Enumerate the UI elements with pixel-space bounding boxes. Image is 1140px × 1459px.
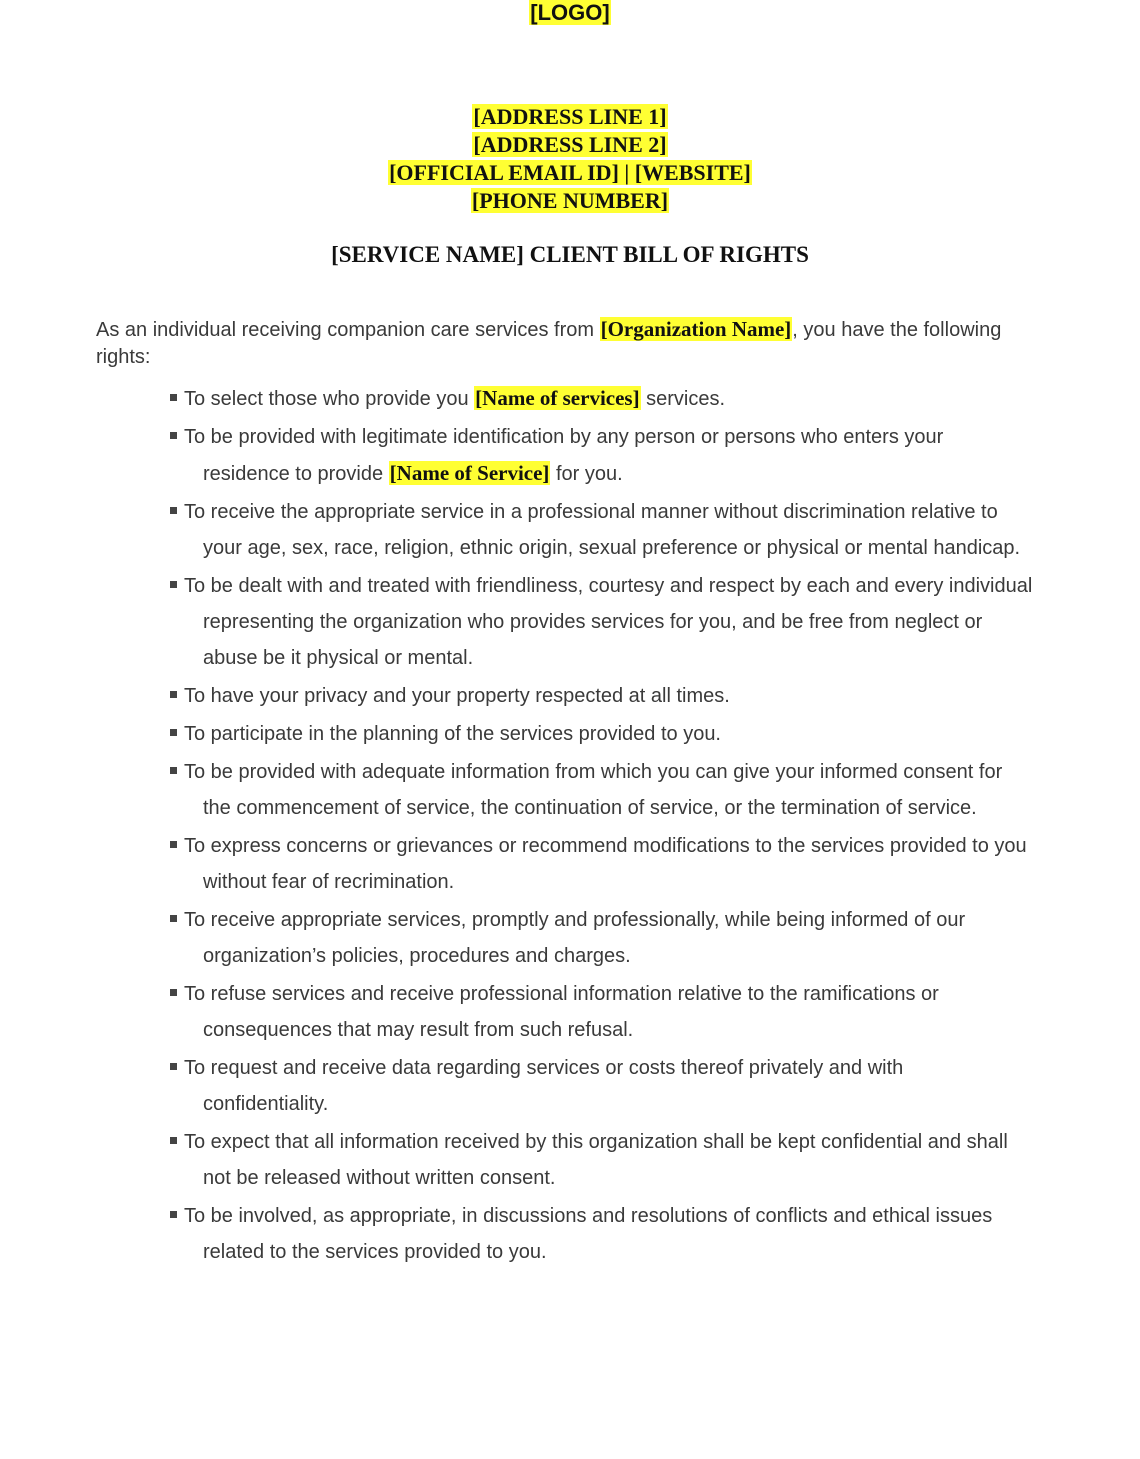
right-text-after: services. [640, 388, 726, 410]
address-line-1: [ADDRESS LINE 1] [473, 104, 667, 129]
right-text-after: for you. [550, 463, 623, 485]
organization-name-placeholder: [Organization Name] [600, 317, 792, 341]
address-line-2: [ADDRESS LINE 2] [473, 132, 667, 157]
intro-text-before: As an individual receiving companion care services from [96, 319, 600, 341]
right-item [184, 828, 1033, 900]
right-text: To be provided with legitimate identification by any person or persons who enters your residence to provide [184, 426, 944, 485]
right-text: To receive the appropriate service in a professional manner without discrimination relative to your age, sex, race, religion, ethnic origin, sexual preference or physical or mental handicap. [184, 501, 1021, 559]
right-text: To refuse services and receive professional information relative to the ramifications or consequences that may result from such refusal. [184, 983, 939, 1041]
right-item [184, 1050, 1033, 1122]
right-item [184, 976, 1033, 1048]
right-text: To express concerns or grievances or recommend modifications to the services provided to you without fear of recrimination. [184, 835, 1027, 893]
email-website-line: [OFFICIAL EMAIL ID] | [WEBSITE] [389, 160, 751, 185]
logo-text: [LOGO] [530, 0, 610, 25]
right-item [184, 1124, 1033, 1196]
right-item [184, 678, 1033, 714]
right-text: To select those who provide you [184, 388, 475, 410]
logo-placeholder [0, 0, 1140, 26]
phone-line: [PHONE NUMBER] [471, 188, 669, 213]
right-item [184, 419, 1033, 492]
address-block [0, 103, 1140, 215]
service-name-placeholder: [Name of services] [475, 386, 640, 410]
right-text: To request and receive data regarding services or costs thereof privately and with confidentiality. [184, 1057, 904, 1115]
right-text: To be provided with adequate information from which you can give your informed consent for the commencement of service, the continuation of service, or the termination of service. [184, 761, 1003, 819]
right-item [184, 494, 1033, 566]
intro-paragraph [96, 316, 1046, 371]
right-text: To be dealt with and treated with friendliness, courtesy and respect by each and every individual representing the organization who provides services for you, and be free from neglect or abuse be it physical or mental. [184, 575, 1033, 669]
right-item [184, 1198, 1033, 1270]
right-text: To participate in the planning of the services provided to you. [184, 723, 721, 745]
right-item [184, 716, 1033, 752]
service-name-placeholder: [Name of Service] [389, 461, 550, 485]
right-item [184, 902, 1033, 974]
right-text: To have your privacy and your property respected at all times. [184, 685, 730, 707]
right-item [184, 568, 1033, 676]
right-text: To receive appropriate services, promptly and professionally, while being informed of our organization’s policies, procedures and charges. [184, 909, 966, 967]
document-title: [SERVICE NAME] CLIENT BILL OF RIGHTS [331, 242, 809, 267]
rights-list [0, 380, 1140, 1272]
right-item [184, 754, 1033, 826]
right-item [184, 380, 1033, 417]
right-text: To expect that all information received by this organization shall be kept confidential and shall not be released without written consent. [184, 1131, 1008, 1189]
right-text: To be involved, as appropriate, in discussions and resolutions of conflicts and ethical issues related to the services provided to you. [184, 1205, 993, 1263]
intro-text-after: , you have the following rights: [96, 319, 1002, 368]
